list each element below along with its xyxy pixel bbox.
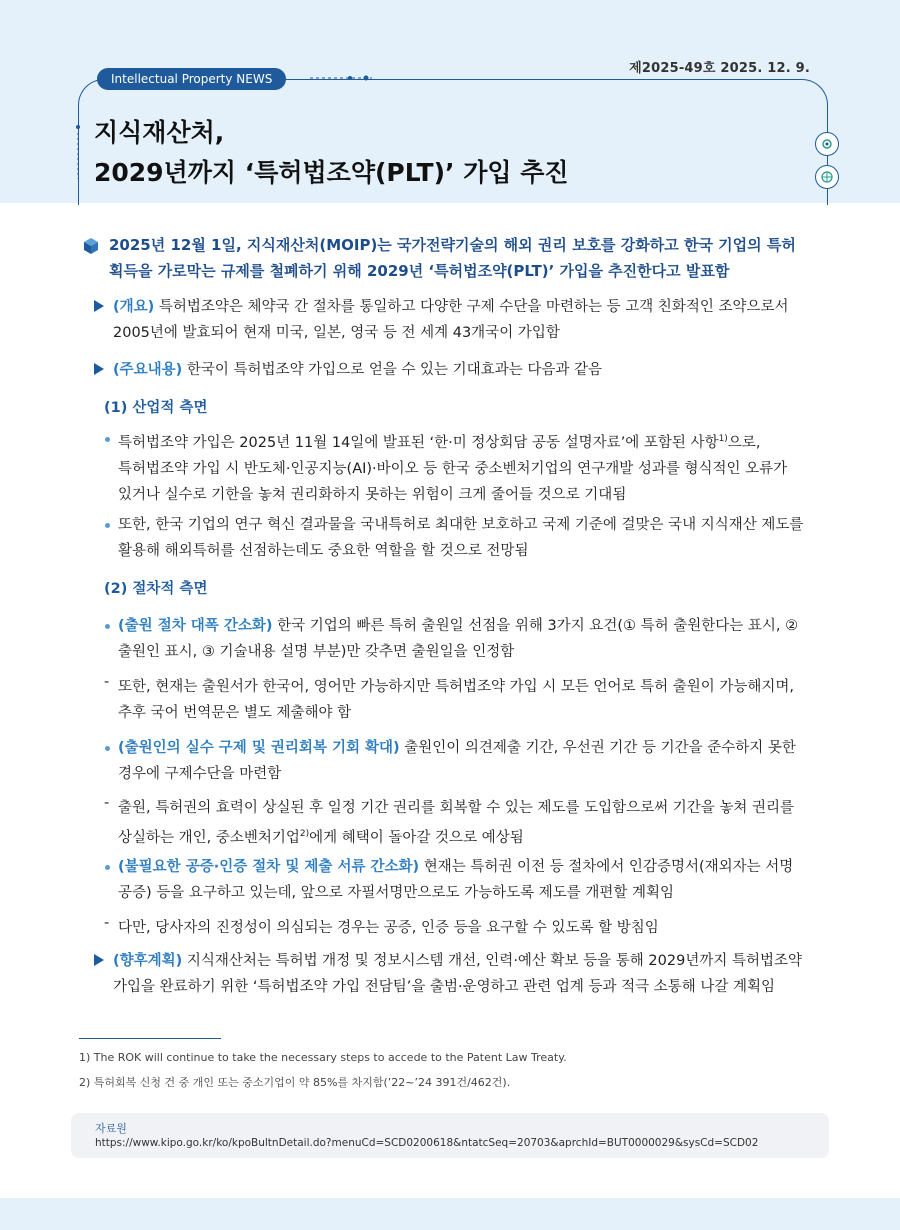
section2-heading: (2) 절차적 측면 [104,581,208,597]
dash-bullet-icon: - [104,915,110,931]
future-plan-paragraph: (향후계획) 지식재산처는 특허법 개정 및 정보시스템 개선, 인력·예산 확보 등을 통해 2029년까지 특허법조약 가입을 완료하기 위한 ‘특허법조약 가입 전담팀’을 출범·운영하고 관련 업계 등과 적극 소통해 나갈 계획임 [113,953,802,995]
source-link[interactable]: https://www.kipo.go.kr/ko/kpoBultnDetail.do?menuCd=SCD0200618&ntatcSeq=20703&aprchId=BUT0000029&sysCd=SCD02 [95,1137,759,1149]
issue-number: 제2025-49호 2025. 12. 9. [629,61,810,76]
decorative-vertical-dots-icon [72,123,84,183]
section2-detail-3: 다만, 당사자의 진정성이 의심되는 경우는 공증, 인증 등을 요구할 수 있도록 할 방침임 [118,920,659,936]
overview-paragraph: (개요) 특허법조약은 체약국 간 절차를 통일하고 다양한 구제 수단을 마련하는 등 고객 친화적인 조약으로서 2005년에 발효되어 현재 미국, 일본, 영국 등 전 세계 43개국이 가입함 [113,299,789,341]
footnote-1: 1) The ROK will continue to take the necessary steps to accede to the Patent Law Treaty. [79,1051,567,1064]
cube-icon [83,237,99,255]
page-title [94,113,569,193]
source-box [71,1113,829,1158]
dash-bullet-icon: - [104,795,110,811]
triangle-bullet-icon [94,363,104,375]
section1-bullet-1: 특허법조약 가입은 2025년 11월 14일에 발표된 ‘한·미 정상회담 공동 설명자료’에 포함된 사항$^{1)}$으로, 특허법조약 가입 시 반도체·인공지능(AI)·바이오 등 한국 중소벤처기업의 연구개발 성과를 형식적인 오류가 있거나 실수로 기한을 놓쳐 권리화하지 못하는 위험이 크게 줄어들 것으로 기대됨 [118,434,788,503]
section2-detail-1: 또한, 현재는 출원서가 한국어, 영어만 가능하지만 특허법조약 가입 시 모든 언어로 특허 출원이 가능해지며, 추후 국어 번역문은 별도 제출해야 함 [118,679,795,721]
section1-heading: (1) 산업적 측면 [104,400,208,416]
title-line-2: 2029년까지 ‘특허법조약(PLT)’ 가입 추진 [94,158,569,187]
footnote-2: 2) 특허회복 신청 건 중 개인 또는 중소기업이 약 85%를 차지함(’22~’24 391건/462건). [79,1076,511,1089]
triangle-bullet-icon [94,300,104,312]
section2-bullet-3: (불필요한 공증·인증 절차 및 제출 서류 간소화) 현재는 특허권 이전 등 절차에서 인감증명서(재외자는 서명 공증) 등을 요구하고 있는데, 앞으로 자필서명만으로도 가능하도록 제도를 개편할 계획임 [118,859,794,901]
dot-bullet-icon [105,523,110,528]
dash-bullet-icon: - [104,674,110,690]
ip-emblem-icon [815,132,839,156]
triangle-bullet-icon [94,954,104,966]
footnote-divider [79,1038,221,1039]
footer-band [0,1198,900,1230]
lead-summary: 2025년 12월 1일, 지식재산처(MOIP)는 국가전략기술의 해외 권리 보호를 강화하고 한국 기업의 특허 획득을 가로막는 규제를 철폐하기 위해 2029년 ‘특허법조약(PLT)’ 가입을 추진한다고 발표함 [109,236,796,280]
globe-icon [815,165,839,189]
section2-detail-2: 출원, 특허권의 효력이 상실된 후 일정 기간 권리를 회복할 수 있는 제도를 도입함으로써 기간을 놓쳐 권리를 상실하는 개인, 중소벤처기업$^{2)}$에게 혜택이 돌아갈 것으로 예상됨 [118,800,795,846]
dot-bullet-icon [105,746,110,751]
section2-bullet-2: (출원인의 실수 구제 및 권리회복 기회 확대) 출원인이 의견제출 기간, 우선권 기간 등 기간을 준수하지 못한 경우에 구제수단을 마련함 [118,740,796,782]
source-label: 자료원 [95,1122,127,1135]
section2-bullet-1: (출원 절차 대폭 간소화) 한국 기업의 빠른 특허 출원일 선점을 위해 3가지 요건(① 특허 출원한다는 표시, ② 출원인 표시, ③ 기술내용 설명 부분)만 갖추면 출원일을 인정함 [118,618,799,660]
title-line-1: 지식재산처, [94,118,225,147]
news-label: Intellectual Property NEWS [97,68,286,90]
main-content-paragraph: (주요내용) 한국이 특허법조약 가입으로 얻을 수 있는 기대효과는 다음과 같음 [113,362,602,378]
section1-bullet-2: 또한, 한국 기업의 연구 혁신 결과물을 국내특허로 최대한 보호하고 국제 기준에 걸맞은 국내 지식재산 제도를 활용해 해외특허를 선점하는데도 중요한 역할을 할 것으로 전망됨 [118,517,804,559]
decorative-dots-icon [310,73,372,83]
dot-bullet-icon [105,865,110,870]
dot-bullet-icon [105,437,110,442]
dot-bullet-icon [105,624,110,629]
